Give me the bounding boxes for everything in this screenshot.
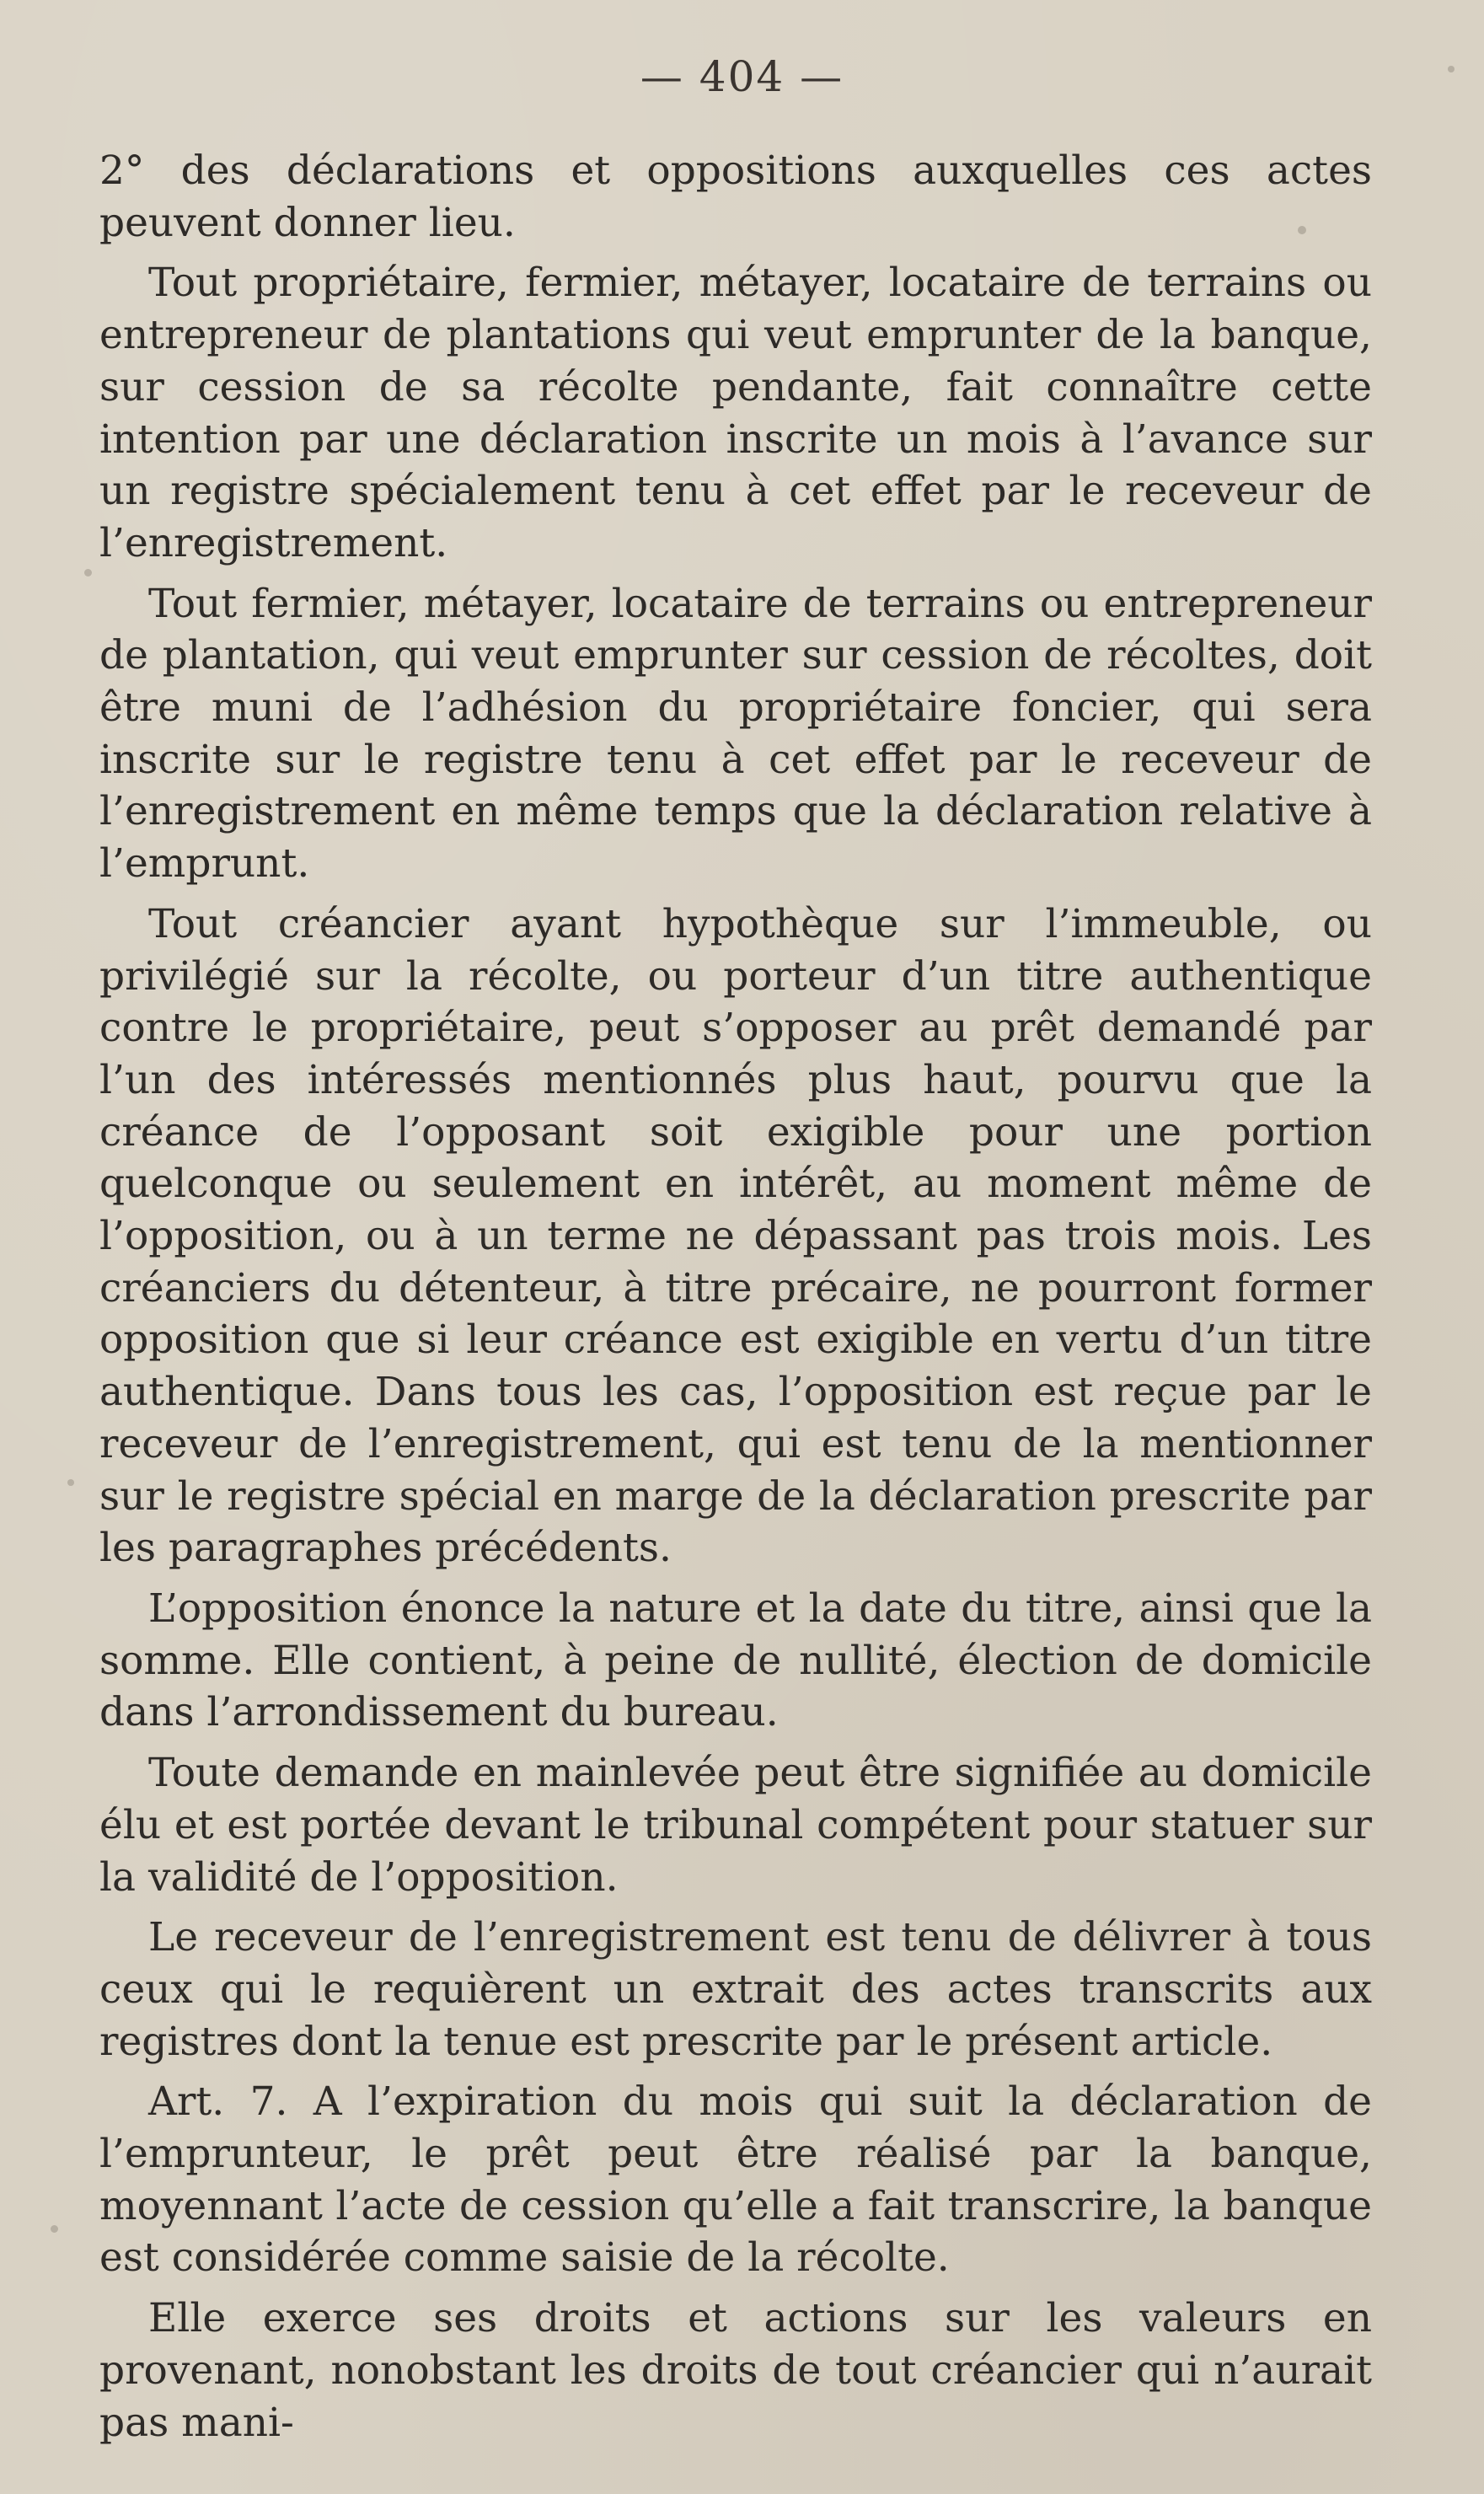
paragraph: Tout propriétaire, fermier, métayer, locataire de terrains ou entrepreneur de plantations qui veut emprunter de la banque, sur cession de sa récolte pendante, fait connaître cette intention par une déclaration inscrite un mois à l’avance sur un registre spécialement tenu à cet effet par le receveur de l’enregistrement. — [99, 260, 1372, 566]
paragraph: L’opposition énonce la nature et la date du titre, ainsi que la somme. Elle contient, à peine de nullité, élection de domicile dans l’arrondissement du bureau. — [99, 1585, 1372, 1736]
paper-speck — [84, 569, 92, 577]
body-text — [99, 145, 1372, 2457]
paper-speck — [1298, 226, 1306, 234]
paper-speck — [1448, 66, 1455, 72]
paragraph: Le receveur de l’enregistrement est tenu de délivrer à tous ceux qui le requièrent un extrait des actes transcrits aux registres dont la tenue est prescrite par le présent article. — [99, 1914, 1372, 2065]
paragraph: 2° des déclarations et oppositions auxquelles ces actes peuvent donner lieu. — [99, 147, 1372, 246]
page-number: — 404 — — [640, 52, 844, 101]
paragraph: Toute demande en mainlevée peut être signifiée au domicile élu et est portée devant le tribunal compétent pour statuer sur la validité de l’opposition. — [99, 1750, 1372, 1901]
paragraph: Art. 7. A l’expiration du mois qui suit la déclaration de l’emprunteur, le prêt peut être réalisé par la banque, moyennant l’acte de cession qu’elle a fait transcrire, la banque est considérée comme saisie de la récolte. — [99, 2078, 1372, 2282]
paragraph: Tout créancier ayant hypothèque sur l’immeuble, ou privilégié sur la récolte, ou porteur d’un titre authentique contre le propriétaire, peut s’opposer au prêt demandé par l’un des intéressés mentionnés plus haut, pourvu que la créance de l’opposant soit exigible pour une portion quelconque ou seulement en intérêt, au moment même de l’opposition, ou à un terme ne dépassant pas trois mois. Les créanciers du détenteur, à titre précaire, ne pourront former opposition que si leur créance est exigible en vertu d’un titre authentique. Dans tous les cas, l’opposition est reçue par le receveur de l’enregistrement, qui est tenu de la mentionner sur le registre spécial en marge de la déclaration prescrite par les paragraphes précédents. — [99, 900, 1372, 1572]
paragraph: Elle exerce ses droits et actions sur les valeurs en provenant, nonobstant les droits de tout créancier qui n’aurait pas mani- — [99, 2295, 1372, 2446]
paper-speck — [67, 1479, 74, 1486]
paper-speck — [51, 2225, 58, 2233]
paragraph: Tout fermier, métayer, locataire de terrains ou entrepreneur de plantation, qui veut emprunter sur cession de récoltes, doit être muni de l’adhésion du propriétaire foncier, qui sera inscrite sur le registre tenu à cet effet par le receveur de l’enregistrement en même temps que la déclaration relative à l’emprunt. — [99, 580, 1372, 888]
